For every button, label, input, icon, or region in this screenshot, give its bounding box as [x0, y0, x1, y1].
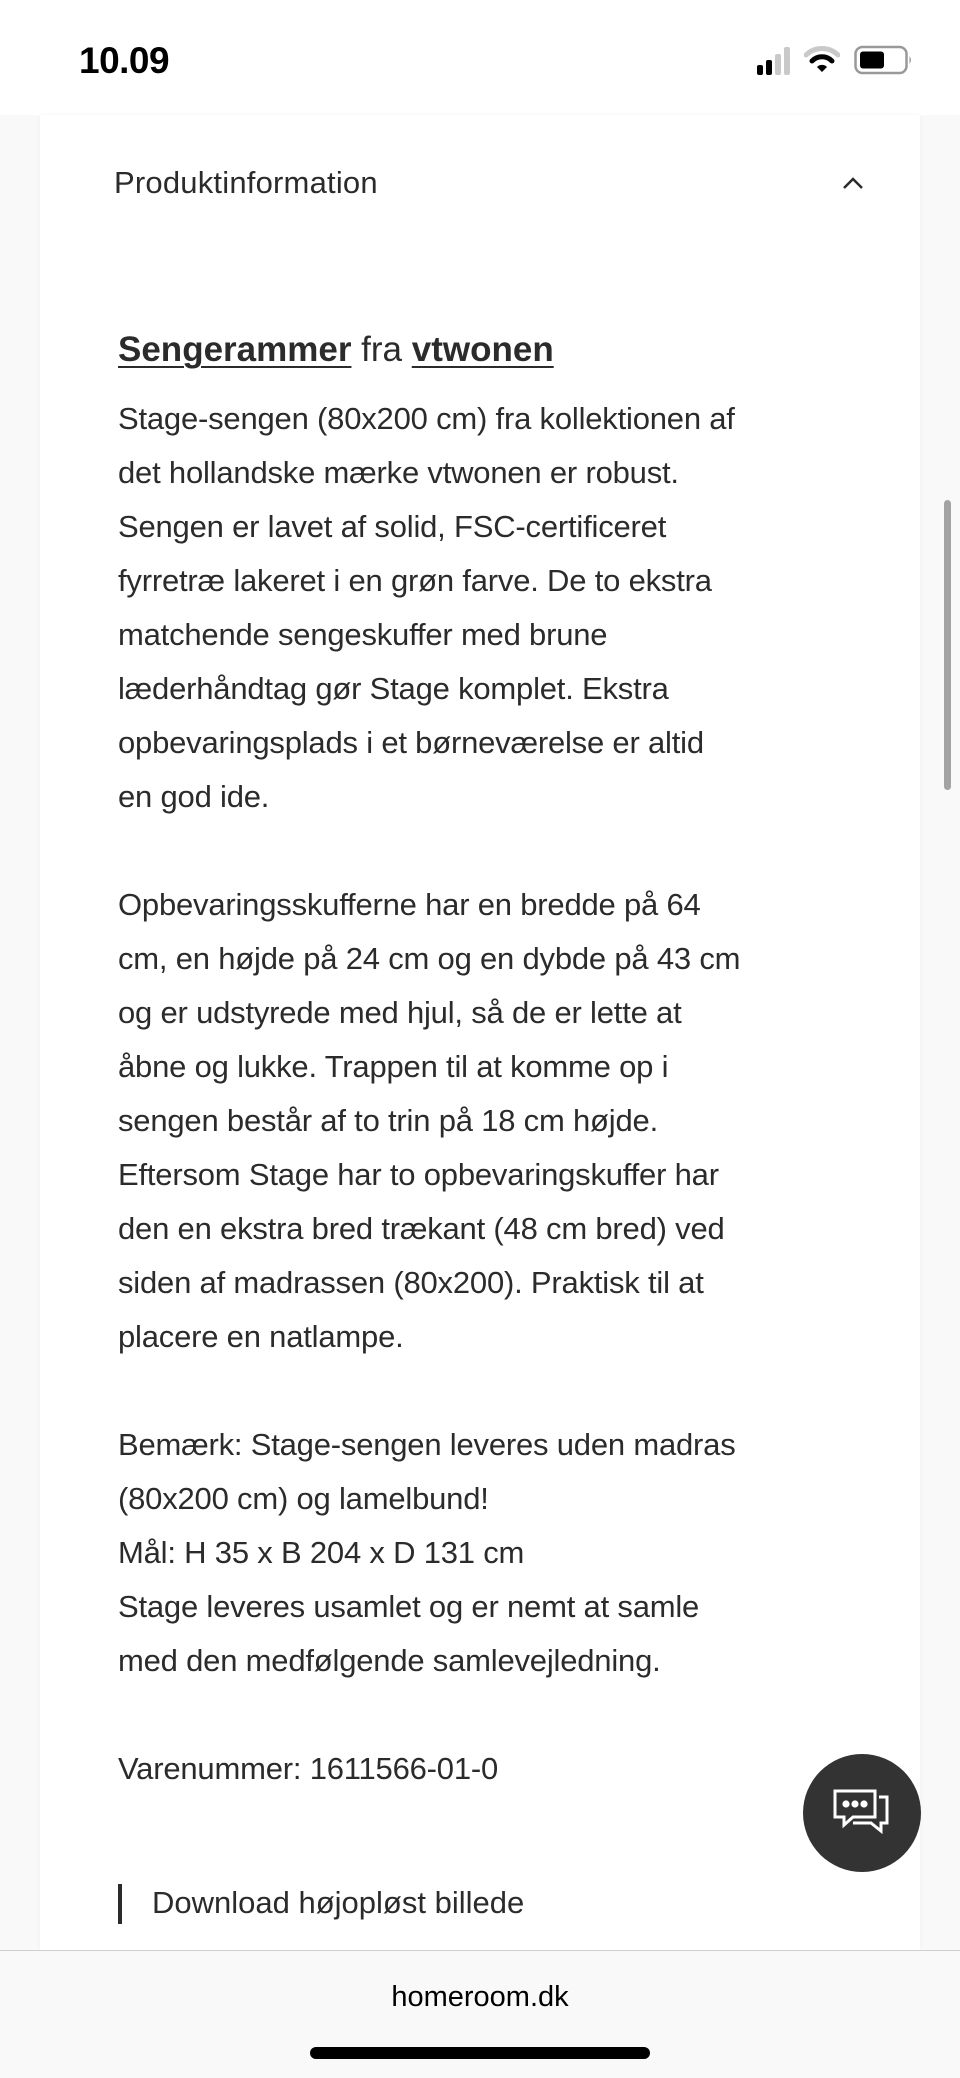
text-line: fyrretræ lakeret i en grøn farve. De to ekstra: [118, 563, 712, 598]
text-line: cm, en højde på 24 cm og en dybde på 43 cm: [118, 941, 741, 976]
brand-link[interactable]: vtwonen: [411, 330, 554, 369]
text-line: Bemærk: Stage-sengen leveres uden madras: [118, 1427, 736, 1462]
status-bar: [0, 0, 960, 115]
description-paragraph-1: [118, 392, 858, 824]
description-paragraph-3: [118, 1418, 858, 1688]
text-line: med den medfølgende samlevejledning.: [118, 1643, 661, 1678]
text-line: Eftersom Stage har to opbevaringskuffer har: [118, 1157, 719, 1192]
download-image-link[interactable]: [118, 1876, 858, 1930]
status-icons: [757, 45, 914, 75]
text-line: (80x200 cm) og lamelbund!: [118, 1481, 489, 1516]
item-number: [118, 1742, 858, 1796]
text-line: Sengen er lavet af solid, FSC-certificeret: [118, 509, 667, 544]
category-link[interactable]: Sengerammer: [118, 330, 352, 369]
chat-button[interactable]: [803, 1754, 921, 1872]
chat-bubbles-icon: [831, 1787, 893, 1839]
address-bar-url[interactable]: homeroom.dk: [391, 1981, 569, 2013]
home-indicator[interactable]: [310, 2047, 650, 2059]
download-icon: [118, 1884, 122, 1924]
text-line: sengen består af to trin på 18 cm højde.: [118, 1103, 658, 1138]
text-line: opbevaringsplads i et børneværelse er altid: [118, 725, 704, 760]
text-line: siden af madrassen (80x200). Praktisk til at: [118, 1265, 704, 1300]
text-line: Stage-sengen (80x200 cm) fra kollektionen af: [118, 401, 735, 436]
description-paragraph-2: [118, 878, 858, 1364]
text-line: en god ide.: [118, 779, 270, 814]
product-description: [118, 320, 858, 1930]
text-line: den en ekstra bred trækant (48 cm bred) ved: [118, 1211, 725, 1246]
text-line: og er udstyrede med hjul, så de er lette at: [118, 995, 682, 1030]
text-line: Stage leveres usamlet og er nemt at samle: [118, 1589, 700, 1624]
text-line: matchende sengeskuffer med brune: [118, 617, 608, 652]
accordion-title: Produktinformation: [114, 165, 378, 200]
text-line: Opbevaringsskufferne har en bredde på 64: [118, 887, 701, 922]
cellular-signal-icon: [757, 45, 790, 75]
text-line: åbne og lukke. Trappen til at komme op i: [118, 1049, 669, 1084]
heading-connector: fra: [351, 330, 412, 369]
text-line: placere en natlampe.: [118, 1319, 404, 1354]
text-line: læderhåndtag gør Stage komplet. Ekstra: [118, 671, 669, 706]
accordion-toggle-produktinformation[interactable]: [114, 155, 874, 211]
page-scrollbar[interactable]: [944, 500, 951, 790]
product-info-card: [40, 115, 920, 1950]
wifi-icon: [804, 46, 840, 74]
download-link-label: Download højopløst billede: [152, 1885, 525, 1920]
chevron-up-icon[interactable]: [842, 176, 864, 190]
text-line: det hollandske mærke vtwonen er robust.: [118, 455, 679, 490]
browser-bottom-bar: [0, 1950, 960, 2078]
item-number-text: Varenummer: 1611566-01-0: [118, 1751, 499, 1786]
dimensions-line: Mål: H 35 x B 204 x D 131 cm: [118, 1535, 525, 1570]
status-time: 10.09: [79, 40, 170, 81]
battery-icon: [854, 45, 914, 75]
product-heading: [118, 320, 858, 380]
